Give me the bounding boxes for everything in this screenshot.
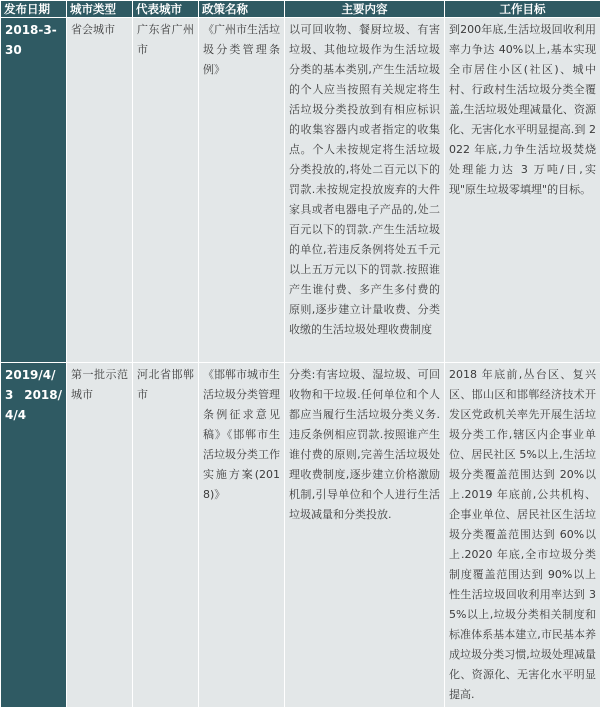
row-goal: 到200年底,生活垃圾回收利用率力争达 40%以上,基本实现全市居住小区(社区)、城中村、行政村生活垃圾分类全覆盖,生活垃圾处理减量化、资源化、无害化水平明显提高.到 2022 年底,力争生活垃圾焚烧处理能力达 3 万吨/日,实现"原生垃圾零填埋"的目标。 — [445, 18, 600, 363]
table-row — [1, 18, 600, 363]
row-goal: 2018 年底前,丛台区、复兴区、邯山区和邯郸经济技术开发区党政机关率先开展生活垃圾分类工作,辖区内企事业单位、居民社区 5%以上,生活垃圾分类覆盖范围达到 20%以上.2019 年底前,公共机构、企事业单位、居民社区生活垃圾分类覆盖范围达到 60%以上.2020 年底,全市垃圾分类制度覆盖范围达到 90%以上性生活垃圾回收利用率达到 35%以上,垃圾分类相关制度和标准体系基本建立,市民基本养成垃圾分类习惯,垃圾处理减量化、资源化、无害化水平明显提高. — [445, 363, 600, 708]
row-city-type: 第一批示范城市 — [67, 363, 133, 708]
table-row — [1, 363, 600, 708]
header-date: 发布日期 — [1, 1, 67, 18]
row-content: 以可回收物、餐厨垃圾、有害垃圾、其他垃圾作为生活垃圾分类的基本类别,产生生活垃圾的个人应当按照有关规定将生活垃圾分类投放到有相应标识的收集容器内或者指定的收集点。个人未按规定将生活垃圾分类投放的,将处二百元以下的罚款.未按规定投放废弃的大件家具或者电器电子产品的,处二百元以下的罚款.产生生活垃圾的单位,若违反条例将处五千元以上五万元以下的罚款.按照谁产生谁付费、多产生多付费的原则,逐步建立计量收费、分类收缴的生活垃圾处理收费制度 — [285, 18, 445, 363]
row-content: 分类:有害垃圾、湿垃圾、可回收物和干垃圾.任何单位和个人都应当履行生活垃圾分类义务.违反条例相应罚款.按照谁产生谁付费的原则,完善生活垃圾处理收费制度,逐步建立价格激励机制,引导单位和个人进行生活垃圾减量和分类投放. — [285, 363, 445, 708]
header-content: 主要内容 — [285, 1, 445, 18]
header-row — [1, 1, 600, 18]
row-policy: 《邯郸市城市生活垃圾分类管理条例征求意见稿》《邯郸市生活垃圾分类工作实施方案(2018)》 — [199, 363, 285, 708]
row-date: 2019/4/3 2018/4/4 — [1, 363, 67, 708]
header-goal: 工作目标 — [445, 1, 600, 18]
row-city: 广东省广州市 — [133, 18, 199, 363]
header-city-type: 城市类型 — [67, 1, 133, 18]
row-city-type: 省会城市 — [67, 18, 133, 363]
row-city: 河北省邯郸市 — [133, 363, 199, 708]
row-date: 2018-3-30 — [1, 18, 67, 363]
header-policy: 政策名称 — [199, 1, 285, 18]
row-policy: 《广州市生活垃圾分类管理条例》 — [199, 18, 285, 363]
table-header — [1, 1, 600, 18]
header-city: 代表城市 — [133, 1, 199, 18]
